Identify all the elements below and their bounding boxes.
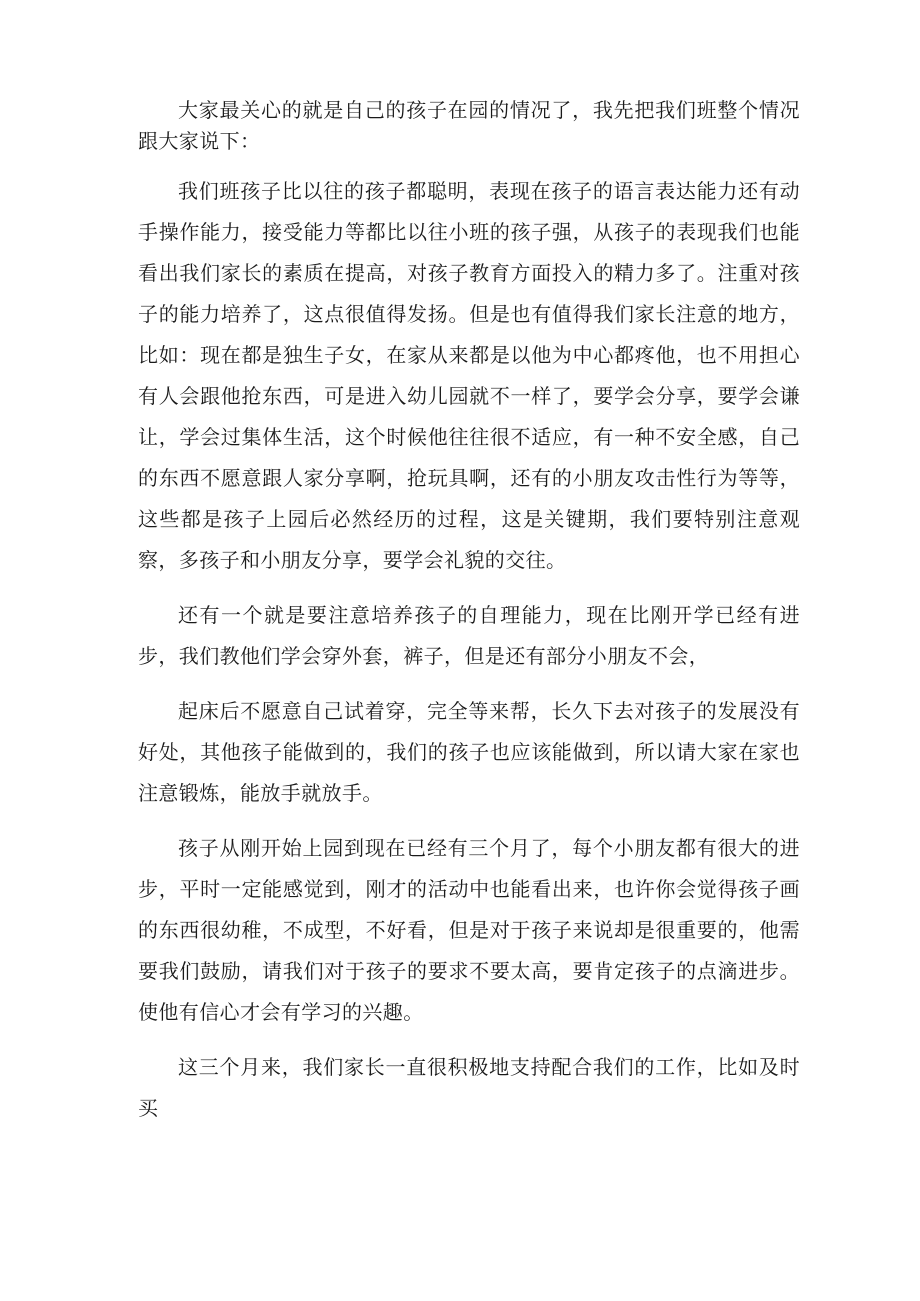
document-body	[138, 95, 800, 1143]
paragraph-5: 孩子从刚开始上园到现在已经有三个月了，每个小朋友都有很大的进步，平时一定能感觉到，刚才的活动中也能看出来，也许你会觉得孩子画的东西很幼稚，不成型，不好看，但是对于孩子来说却是很重要的，他需要我们鼓励，请我们对于孩子的要求不要太高，要肯定孩子的点滴进步。使他有信心才会有学习的兴趣。	[138, 836, 800, 1024]
paragraph-3: 还有一个就是要注意培养孩子的自理能力，现在比刚开学已经有进步，我们教他们学会穿外套，裤子，但是还有部分小朋友不会，	[138, 603, 800, 668]
paragraph-2: 我们班孩子比以往的孩子都聪明，表现在孩子的语言表达能力还有动手操作能力，接受能力等都比以往小班的孩子强，从孩子的表现我们也能看出我们家长的素质在提高，对孩子教育方面投入的精力多了。注重对孩子的能力培养了，这点很值得发扬。但是也有值得我们家长注意的地方，比如：现在都是独生子女，在家从来都是以他为中心都疼他，也不用担心有人会跟他抢东西，可是进入幼儿园就不一样了，要学会分享，要学会谦让，学会过集体生活，这个时候他往往很不适应，有一种不安全感，自己的东西不愿意跟人家分享啊，抢玩具啊，还有的小朋友攻击性行为等等，这些都是孩子上园后必然经历的过程，这是关键期，我们要特别注意观察，多孩子和小朋友分享，要学会礼貌的交往。	[138, 179, 800, 572]
paragraph-1: 大家最关心的就是自己的孩子在园的情况了，我先把我们班整个情况跟大家说下：	[138, 98, 800, 153]
paragraph-4: 起床后不愿意自己试着穿，完全等来帮，长久下去对孩子的发展没有好处，其他孩子能做到的，我们的孩子也应该能做到，所以请大家在家也注意锻炼，能放手就放手。	[138, 699, 800, 805]
paragraph-6: 这三个月来，我们家长一直很积极地支持配合我们的工作，比如及时买	[138, 1055, 800, 1120]
